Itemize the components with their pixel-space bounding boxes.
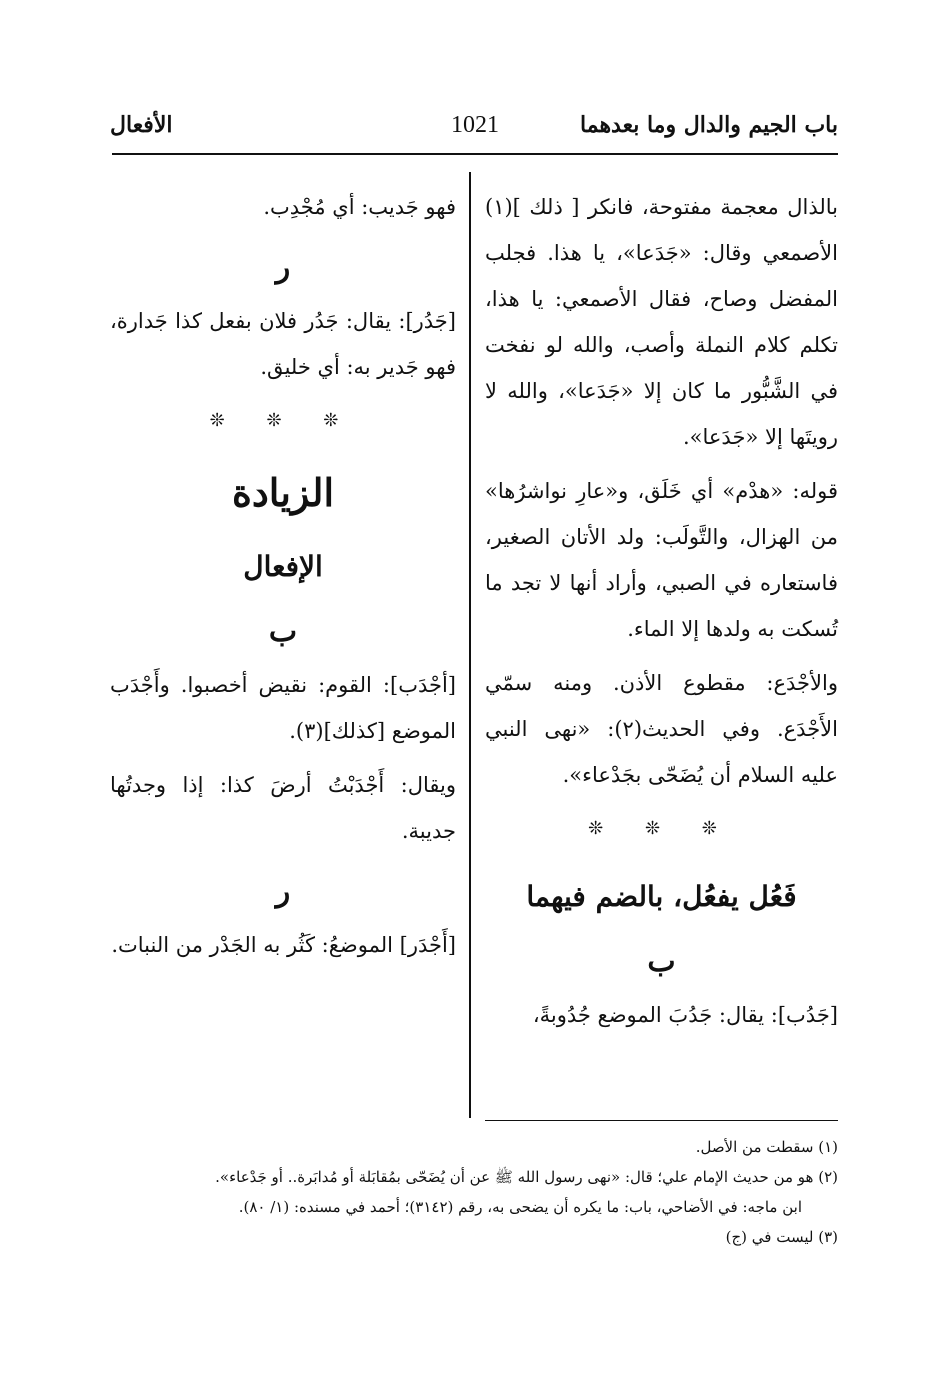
left-paragraph-2: [جَدُر]: يقال: جَدُر فلان بفعل كذا جَدارة، فهو جَدير به: أي خليق. xyxy=(110,309,456,379)
left-paragraph-3: [أجْدَب]: القوم: نقيض أخصبوا. وأَجْدَب الموضع [كذلك](٣). xyxy=(110,673,456,743)
section-separator: ❊ ❊ ❊ xyxy=(588,818,735,839)
letter-heading: ب xyxy=(647,944,676,979)
running-header-title: باب الجيم والدال وما بعدهما xyxy=(580,112,838,138)
left-paragraph-5: [أَجْدَر] الموضعُ: كَثُر به الجَدْر من النبات. xyxy=(111,933,456,957)
right-column xyxy=(485,184,838,1046)
footnote-3: (٣) ليست في (ج) xyxy=(725,1228,838,1246)
left-paragraph-1: فهو جَديب: أي مُجْدِب. xyxy=(263,195,456,219)
section-separator: ❊ ❊ ❊ xyxy=(209,410,357,431)
right-paragraph-4: [جَدُب]: يقال: جَدُبَ الموضع جُدُوبةً، xyxy=(532,1003,838,1027)
footnote-1: (١) سقطت من الأصل. xyxy=(695,1138,838,1156)
footnote-2: (٢) هو من حديث الإمام علي؛ قال: «نهى رسول الله ﷺ عن أن يُضَحّى بمُقابَلة أو مُدابَرة.. أو جَدْعاء». xyxy=(215,1168,838,1186)
letter-heading: ب xyxy=(268,614,298,649)
page-number: 1021 xyxy=(451,112,499,138)
header-rule xyxy=(112,153,838,155)
letter-heading: ر xyxy=(275,874,291,909)
right-paragraph-3: والأجْدَع: مقطوع الأذن. ومنه سمّي الأَجْدَع. وفي الحديث(٢): «نهى النبي عليه السلام أن يُضَحّى بجَدْعاء». xyxy=(485,671,838,787)
section-title: الزيادة xyxy=(231,470,335,515)
right-paragraph-1: بالذال معجمة مفتوحة، فانكر [ ذلك ](١) الأصمعي وقال: «جَدَعا»، يا هذا. فجلب المفضل وصاح، فقال الأصمعي: يا هذا، تكلم كلام النملة وأصب، والله لو نفخت في الشَّبُّور ما كان إلا «جَدَعا»، والله لا رويتَها إلا «جَدَعا». xyxy=(485,195,838,449)
footnotes xyxy=(112,1132,838,1252)
subsection-title: الإفعال xyxy=(243,550,323,583)
right-paragraph-2: قوله: «هدْم» أي خَلَق، و«عارِ نواشرُها» من الهزال، والتَّولَب: ولد الأتان الصغير، فاستعاره في الصبي، وأراد أنها لا تجد ما تُسكت به ولدها إلا الماء. xyxy=(485,479,838,641)
running-header-section: الأفعال xyxy=(110,112,173,138)
left-paragraph-4: ويقال: أَجْدَبْتُ أرضَ كذا: إذا وجدتُها جديبة. xyxy=(110,773,456,843)
section-heading: فَعُل يفعُل، بالضم فيهما xyxy=(526,880,797,913)
footnote-2-reference: ابن ماجه: في الأضاحي، باب: ما يكره أن يضحى به، رقم (٣١٤٢)؛ أحمد في مسنده: (١/ ٨٠). xyxy=(238,1198,802,1216)
left-column xyxy=(110,184,456,976)
letter-heading: ر xyxy=(275,250,291,285)
column-divider xyxy=(469,172,471,1118)
footnote-rule xyxy=(485,1120,838,1121)
